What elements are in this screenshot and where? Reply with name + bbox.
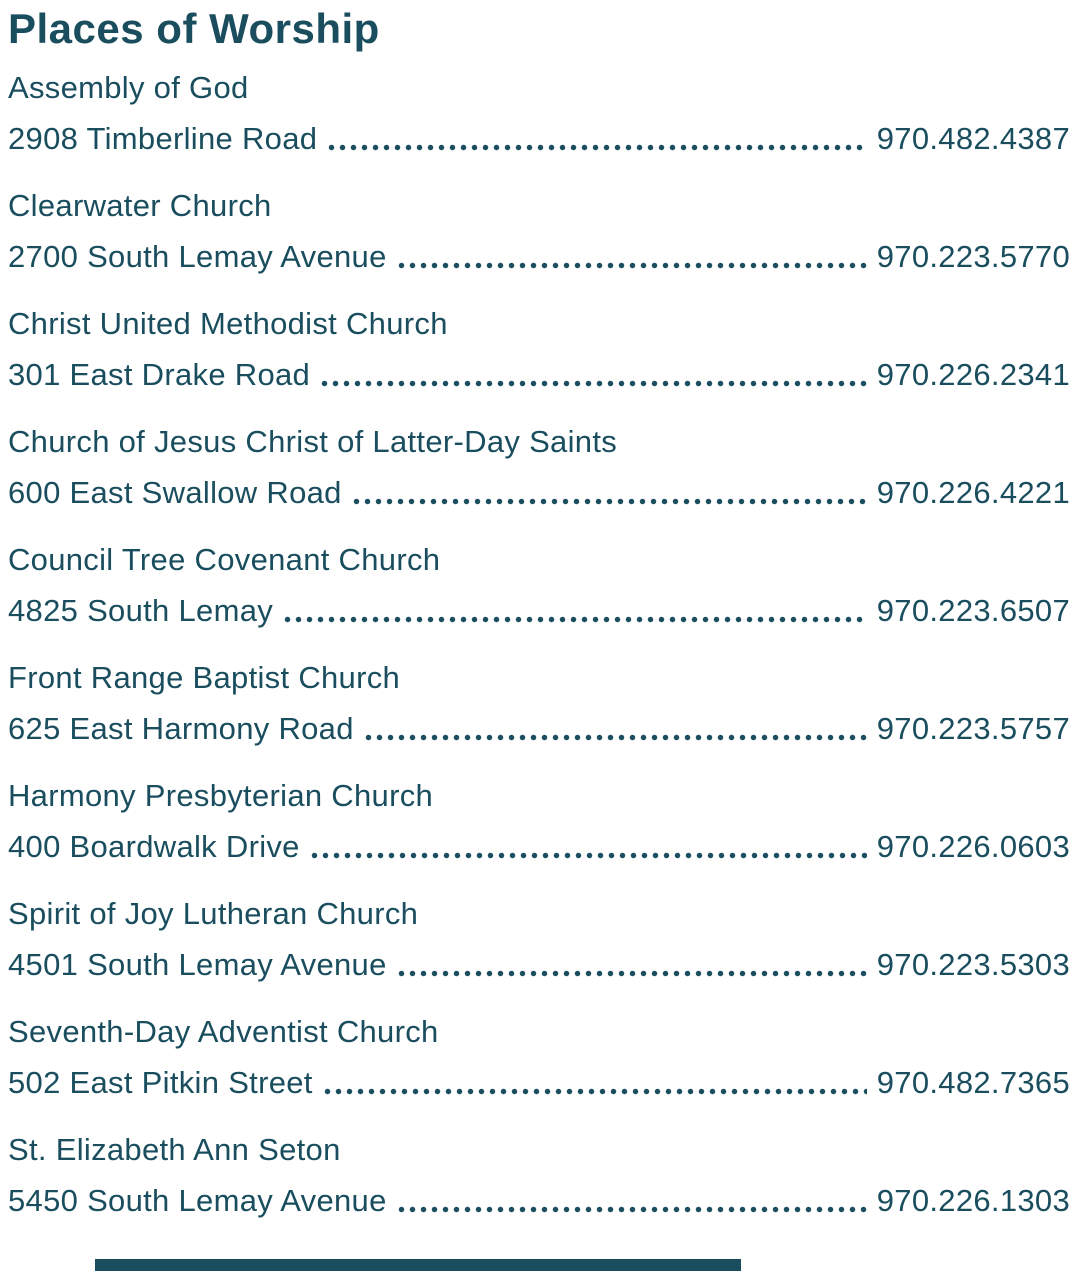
worship-entry bbox=[8, 68, 1070, 159]
entry-address-row bbox=[8, 945, 1070, 985]
entry-address-row bbox=[8, 1181, 1070, 1221]
entry-phone: 970.226.0603 bbox=[876, 829, 1070, 865]
entry-address-row bbox=[8, 473, 1070, 513]
dot-leader bbox=[326, 119, 866, 159]
dot-leader bbox=[363, 709, 867, 749]
entry-phone: 970.223.5757 bbox=[876, 711, 1070, 747]
entry-name: Clearwater Church bbox=[8, 188, 272, 224]
dot-leader bbox=[396, 237, 867, 277]
worship-entry bbox=[8, 658, 1070, 749]
worship-entry bbox=[8, 894, 1070, 985]
worship-entry bbox=[8, 776, 1070, 867]
entry-phone: 970.223.6507 bbox=[876, 593, 1070, 629]
entry-name: St. Elizabeth Ann Seton bbox=[8, 1132, 341, 1168]
dot-leader bbox=[396, 945, 867, 985]
worship-entry bbox=[8, 304, 1070, 395]
entry-name: Church of Jesus Christ of Latter-Day Saints bbox=[8, 424, 618, 460]
entry-address-row bbox=[8, 119, 1070, 159]
entry-address: 2700 South Lemay Avenue bbox=[8, 239, 387, 275]
worship-entry bbox=[8, 422, 1070, 513]
entry-address: 5450 South Lemay Avenue bbox=[8, 1183, 387, 1219]
entry-address-row bbox=[8, 591, 1070, 631]
entry-address: 2908 Timberline Road bbox=[8, 121, 318, 157]
entry-phone: 970.482.4387 bbox=[876, 121, 1070, 157]
worship-entry bbox=[8, 1012, 1070, 1103]
entry-address: 4825 South Lemay bbox=[8, 593, 274, 629]
entry-name: Harmony Presbyterian Church bbox=[8, 778, 434, 814]
entry-address: 600 East Swallow Road bbox=[8, 475, 342, 511]
worship-entry bbox=[8, 540, 1070, 631]
entry-name: Council Tree Covenant Church bbox=[8, 542, 441, 578]
entry-phone: 970.226.1303 bbox=[876, 1183, 1070, 1219]
entry-name: Spirit of Joy Lutheran Church bbox=[8, 896, 419, 932]
dot-leader bbox=[396, 1181, 867, 1221]
dot-leader bbox=[322, 1063, 867, 1103]
entry-phone: 970.223.5770 bbox=[876, 239, 1070, 275]
entry-phone: 970.223.5303 bbox=[876, 947, 1070, 983]
worship-entry bbox=[8, 1130, 1070, 1221]
dot-leader bbox=[282, 591, 867, 631]
entry-name: Christ United Methodist Church bbox=[8, 306, 448, 342]
entry-address: 4501 South Lemay Avenue bbox=[8, 947, 387, 983]
footer-accent-bar bbox=[95, 1259, 741, 1271]
dot-leader bbox=[351, 473, 867, 513]
entry-name: Assembly of God bbox=[8, 70, 249, 106]
dot-leader bbox=[309, 827, 867, 867]
worship-entry bbox=[8, 186, 1070, 277]
entry-address-row bbox=[8, 355, 1070, 395]
entry-phone: 970.226.4221 bbox=[876, 475, 1070, 511]
entry-address-row bbox=[8, 1063, 1070, 1103]
entry-address: 625 East Harmony Road bbox=[8, 711, 354, 747]
entry-address: 301 East Drake Road bbox=[8, 357, 311, 393]
page-title: Places of Worship bbox=[8, 5, 380, 52]
dot-leader bbox=[319, 355, 867, 395]
entry-name: Front Range Baptist Church bbox=[8, 660, 401, 696]
entry-address-row bbox=[8, 237, 1070, 277]
entry-address: 400 Boardwalk Drive bbox=[8, 829, 300, 865]
entry-address-row bbox=[8, 709, 1070, 749]
entry-name: Seventh-Day Adventist Church bbox=[8, 1014, 439, 1050]
worship-entry-list bbox=[8, 68, 1070, 1221]
entry-phone: 970.482.7365 bbox=[876, 1065, 1070, 1101]
entry-phone: 970.226.2341 bbox=[876, 357, 1070, 393]
entry-address: 502 East Pitkin Street bbox=[8, 1065, 313, 1101]
entry-address-row bbox=[8, 827, 1070, 867]
